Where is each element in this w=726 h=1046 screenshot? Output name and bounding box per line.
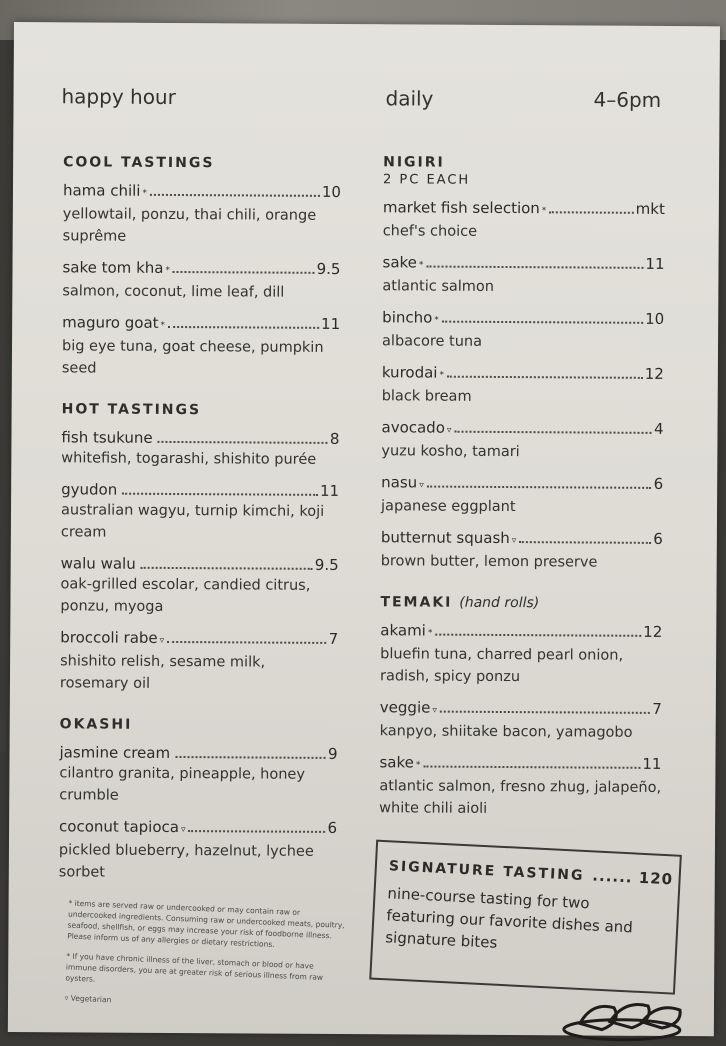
menu-item-price: 7 — [652, 699, 662, 718]
menu-item-hot — [60, 627, 338, 696]
menu-item-nigiri — [383, 197, 665, 244]
menu-item-mark: * — [427, 628, 433, 639]
signature-title: SIGNATURE TASTING — [388, 858, 585, 885]
menu-item-line — [59, 816, 337, 841]
menu-item-name: hama chili — [62, 181, 141, 200]
menu-item-name: gyudon — [61, 480, 118, 499]
temaki-title: TEMAKI — [380, 594, 453, 611]
menu-item-mark: * — [160, 320, 166, 331]
menu-item-line — [383, 197, 665, 222]
menu-item-price: 6 — [653, 529, 663, 548]
menu-item-description: salmon, coconut, lime leaf, dill — [62, 283, 285, 301]
section-title-cool-tastings: COOL TASTINGS — [63, 154, 215, 172]
menu-item-line — [63, 180, 341, 205]
dotted-leader — [141, 567, 313, 570]
menu-item-mark: ▿ — [446, 425, 452, 436]
menu-card — [8, 22, 720, 1036]
menu-item-description: oak-grilled escolar, candied citrus, ponzu, myoga — [60, 576, 311, 615]
menu-item-mark: * — [165, 265, 170, 276]
menu-item-description: japanese eggplant — [380, 498, 516, 516]
menu-item-mark: * — [541, 206, 547, 217]
dotted-leader — [188, 830, 325, 833]
section-title-temaki — [380, 594, 662, 612]
menu-item-name: sake tom kha — [62, 258, 164, 277]
menu-item-line — [60, 627, 338, 652]
menu-item-line — [380, 697, 662, 722]
menu-item-cool — [62, 257, 340, 304]
temaki-title-note: (hand rolls) — [459, 594, 540, 612]
dotted-leader — [158, 441, 328, 444]
menu-item-hot — [61, 479, 339, 545]
menu-item-nigiri — [382, 362, 664, 409]
menu-item-description: bluefin tuna, charred pearl onion, radish, spicy ponzu — [379, 646, 624, 686]
menu-item-temaki — [380, 697, 662, 744]
menu-item-description: pickled blueberry, hazelnut, lychee sorbet — [58, 842, 314, 881]
dotted-leader — [167, 641, 327, 644]
menu-item-line — [62, 257, 340, 282]
menu-item-description: whitefish, togarashi, shishito purée — [61, 450, 317, 468]
dotted-leader — [454, 431, 652, 434]
menu-item-description: australian wagyu, turnip kimchi, koji cream — [60, 502, 325, 541]
dotted-leader — [519, 541, 651, 544]
menu-item-temaki — [380, 620, 662, 689]
menu-item-nigiri — [381, 472, 663, 519]
menu-item-description: kanpyo, shiitake bacon, yamagobo — [379, 723, 633, 741]
menu-item-temaki — [379, 752, 661, 821]
menu-item-price: 12 — [643, 622, 663, 641]
menu-item-price: 12 — [644, 364, 664, 383]
menu-item-line — [382, 362, 664, 387]
menu-item-nigiri — [381, 417, 663, 464]
section-title-nigiri: NIGIRI — [383, 154, 445, 171]
menu-item-name: kurodai — [381, 363, 438, 382]
menu-item-nigiri — [381, 527, 663, 574]
dotted-leader — [175, 756, 326, 759]
menu-item-mark: * — [439, 370, 445, 381]
dotted-leader — [549, 211, 633, 214]
menu-item-line — [62, 312, 340, 337]
menu-item-description: brown butter, lemon preserve — [380, 553, 598, 571]
menu-item-nigiri — [382, 307, 664, 354]
menu-item-price: 10 — [645, 309, 665, 328]
menu-item-description: atlantic salmon, fresno zhug, jalapeño, white chili aioli — [379, 778, 662, 817]
menu-item-line — [61, 479, 339, 501]
section-title-hot-tastings: HOT TASTINGS — [61, 401, 202, 419]
menu-item-description: big eye tuna, goat cheese, pumpkin seed — [61, 338, 324, 377]
menu-item-description: shishito relish, sesame milk, rosemary oil — [59, 653, 266, 692]
menu-item-name: broccoli rabe — [60, 628, 158, 647]
menu-item-price: 7 — [328, 629, 339, 648]
menu-item-line — [61, 553, 339, 575]
menu-item-price: 9.5 — [316, 259, 341, 278]
menu-item-name: butternut squash — [380, 528, 510, 548]
menu-item-price: 9.5 — [314, 555, 339, 574]
dotted-leader — [150, 194, 320, 197]
menu-item-mark: ▿ — [159, 635, 165, 646]
left-column — [59, 154, 342, 895]
right-column — [379, 154, 665, 831]
menu-item-line — [381, 417, 663, 442]
menu-item-mark: ▿ — [511, 536, 517, 547]
menu-item-line — [61, 427, 339, 449]
signature-leader: ...... — [591, 866, 634, 887]
menu-item-line — [381, 527, 663, 552]
menu-item-description: albacore tuna — [382, 333, 483, 350]
menu-item-okashi — [59, 816, 337, 885]
menu-item-hot — [60, 553, 338, 619]
menu-item-name: veggie — [379, 698, 431, 717]
header-time: 4–6pm — [593, 87, 662, 112]
menu-item-mark: ▿ — [419, 480, 424, 491]
menu-item-nigiri — [382, 252, 664, 299]
menu-item-price: 4 — [653, 419, 664, 438]
section-title-okashi: OKASHI — [59, 716, 133, 733]
menu-item-name: sake — [379, 753, 414, 772]
sushi-illustration-icon — [562, 995, 692, 1046]
menu-item-line — [382, 252, 664, 277]
dotted-leader — [173, 271, 315, 274]
menu-item-description: cilantro granita, pineapple, honey crumble — [59, 765, 305, 804]
menu-item-cool — [63, 180, 341, 249]
header-daily: daily — [385, 86, 434, 111]
menu-item-description: chef's choice — [382, 223, 478, 240]
menu-item-name: avocado — [381, 418, 445, 437]
menu-item-line — [379, 752, 661, 777]
footnote-oyster-warning: * If you have chronic illness of the liver, stomach or blood or have immune disorders, you are at greater risk of serious illness from raw oysters. — [65, 951, 324, 984]
menu-item-line — [59, 742, 337, 764]
footnote-raw-warning: * items are served raw or undercooked or may contain raw or undercooked ingredients. Consuming raw or undercooked meats, poultry, seafood, shellfish, or eggs may increase your risk of foodborne illness. Please inform us of any allergies or dietary restrictions. — [66, 898, 345, 949]
menu-item-price: 11 — [642, 754, 662, 773]
menu-item-name: nasu — [381, 473, 418, 492]
menu-item-line — [380, 620, 662, 645]
dotted-leader — [423, 766, 640, 769]
dotted-leader — [168, 326, 319, 329]
header-happy-hour: happy hour — [61, 84, 176, 109]
menu-item-price: mkt — [635, 199, 665, 218]
dotted-leader — [122, 493, 318, 496]
menu-item-mark: * — [142, 188, 148, 199]
menu-item-line — [381, 472, 663, 497]
dotted-leader — [442, 321, 643, 324]
menu-item-mark: * — [418, 260, 424, 271]
section-subtitle-nigiri: 2 PC EACH — [382, 172, 471, 188]
menu-item-name: sake — [382, 253, 417, 272]
menu-item-price: 10 — [321, 182, 342, 202]
dotted-leader — [427, 486, 652, 489]
menu-item-description: atlantic salmon — [382, 278, 495, 295]
signature-price — [592, 866, 674, 888]
menu-item-price: 11 — [321, 314, 341, 333]
menu-item-name: bincho — [382, 308, 433, 327]
menu-item-mark: ▿ — [180, 825, 186, 836]
signature-description: nine-course tasting for two featuring our favorite dishes and signature bites — [384, 884, 634, 952]
menu-item-description: yuzu kosho, tamari — [381, 443, 520, 461]
menu-item-mark: * — [415, 760, 421, 771]
menu-item-price: 8 — [329, 429, 340, 448]
menu-item-description: yellowtail, ponzu, thai chili, orange suprême — [62, 206, 317, 245]
menu-item-hot — [61, 427, 339, 471]
menu-item-price: 11 — [645, 254, 665, 273]
menu-item-name: jasmine cream — [59, 743, 171, 762]
footnote-vegetarian: ▿ Vegetarian — [64, 993, 112, 1005]
menu-item-price: 11 — [319, 481, 340, 500]
dotted-leader — [435, 634, 641, 637]
footnotes — [64, 897, 348, 1023]
menu-item-name: maguro goat — [62, 313, 159, 332]
menu-item-name: market fish selection — [382, 198, 540, 218]
menu-item-price: 9 — [327, 744, 338, 763]
dotted-leader — [447, 376, 643, 379]
menu-item-line — [382, 307, 664, 332]
menu-item-cool — [62, 312, 340, 381]
signature-tasting-box — [369, 840, 682, 995]
menu-item-name: fish tsukune — [61, 428, 153, 447]
menu-item-name: coconut tapioca — [59, 817, 180, 837]
menu-item-mark: * — [434, 315, 439, 326]
menu-item-okashi — [59, 742, 337, 808]
menu-item-name: akami — [380, 621, 426, 640]
dotted-leader — [440, 711, 650, 714]
menu-item-mark: ▿ — [432, 705, 437, 716]
menu-item-description: black bream — [381, 388, 472, 405]
menu-item-name: walu walu — [60, 554, 136, 573]
dotted-leader — [426, 266, 643, 269]
menu-item-price: 6 — [327, 818, 338, 837]
signature-price-value: 120 — [638, 868, 674, 889]
menu-item-price: 6 — [653, 474, 664, 493]
